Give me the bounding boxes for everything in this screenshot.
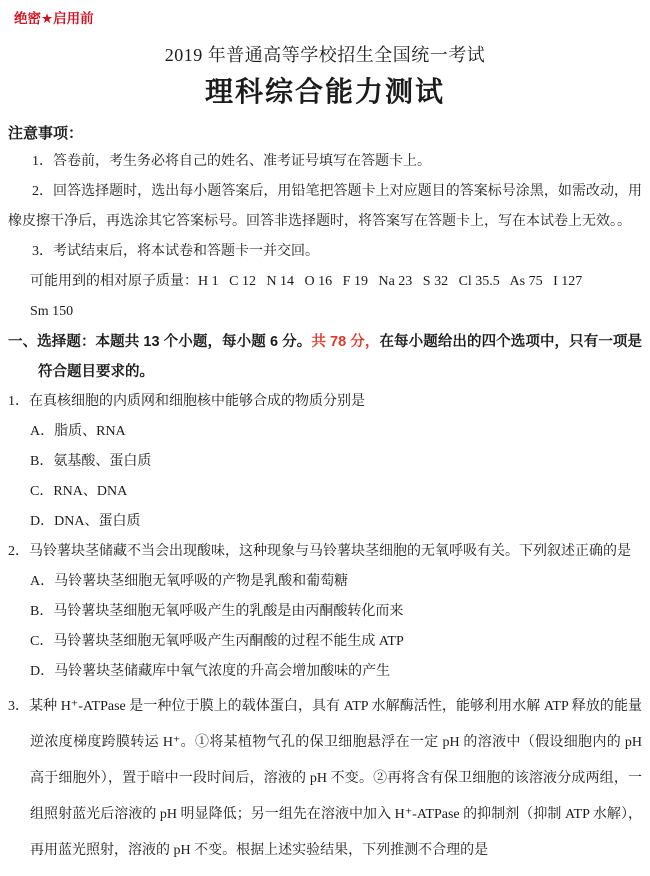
atomic-masses (30, 267, 642, 327)
question-1-stem (8, 387, 642, 417)
question-2-option-c: C．马铃薯块茎细胞无氧呼吸产生丙酮酸的过程不能生成 ATP (30, 634, 404, 649)
question-3-text: 某种 H⁺-ATPase 是一种位于膜上的载体蛋白，具有 ATP 水解酶活性，能够利用水解 ATP 释放的能量逆浓度梯度跨膜转运 H⁺。①将某植物气孔的保卫细胞悬浮在一定 pH 的溶液中（假设细胞内的 pH 高于细胞外），置于暗中一段时间后，溶液的 pH 不变。②再将含有保卫细胞的该溶液分成两组，一组照射蓝光后溶液的 pH 明显降低；另一组先在溶液中加入 H⁺-ATPase 的抑制剂（抑制 ATP 水解），再用蓝光照射，溶液的 pH 不变。根据上述实验结果，下列推测不合理的是 (29, 699, 643, 858)
question-2-option-b: B．马铃薯块茎细胞无氧呼吸产生的乳酸是由丙酮酸转化而来 (30, 604, 404, 619)
notice-item-3: 3．考试结束后，将本试卷和答题卡一并交回。 (32, 244, 319, 259)
question-1 (8, 387, 642, 537)
notice-item-2: 2．回答选择题时，选出每小题答案后，用铅笔把答题卡上对应题目的答案标号涂黑，如需改动，用橡皮擦干净后，再选涂其它答案标号。回答非选择题时，将答案写在答题卡上，写在本试卷上无效。。 (8, 184, 642, 229)
question-1-option-c: C．RNA、DNA (30, 484, 128, 499)
notice-heading: 注意事项： (8, 125, 84, 142)
section-header (8, 327, 642, 387)
classification-label: 绝密★启用前 (14, 11, 94, 26)
question-1-option-a: A．脂质、RNA (30, 424, 126, 439)
question-3 (8, 689, 642, 869)
section-intro: 一、选择题：本题共 13 个小题，每小题 6 分。 (8, 334, 312, 350)
question-2-stem (8, 537, 642, 567)
question-3-number: 3． (8, 699, 30, 714)
section-rule: 在每小题给出的四个选项中，只有一项是符合题目要求的。 (38, 334, 642, 380)
question-2-option-d: D．马铃薯块茎储藏库中氧气浓度的升高会增加酸味的产生 (30, 664, 391, 679)
question-2-number: 2． (8, 544, 29, 559)
notice-item-1: 1．答卷前，考生务必将自己的姓名、准考证号填写在答题卡上。 (32, 154, 431, 169)
question-1-text: 在真核细胞的内质网和细胞核中能够合成的物质分别是 (29, 394, 365, 409)
question-2-text: 马铃薯块茎储藏不当会出现酸味，这种现象与马铃薯块茎细胞的无氧呼吸有关。下列叙述正确的是 (29, 544, 631, 559)
question-2 (8, 537, 642, 687)
question-1-option-b: B．氨基酸、蛋白质 (30, 454, 152, 469)
exam-title: 2019 年普通高等学校招生全国统一考试 (164, 45, 486, 65)
question-1-option-d: D．DNA、蛋白质 (30, 514, 141, 529)
exam-subtitle: 理科综合能力测试 (204, 76, 445, 107)
section-score: 共 78 分， (311, 334, 380, 350)
atomic-masses-line1: 可能用到的相对原子质量：H 1 C 12 N 14 O 16 F 19 Na 23 S 32 Cl 35.5 As 75 I 127 (30, 274, 583, 289)
question-1-number: 1． (8, 394, 29, 409)
atomic-masses-line2: Sm 150 (30, 304, 74, 319)
question-3-stem (8, 689, 642, 869)
question-2-option-a: A．马铃薯块茎细胞无氧呼吸的产物是乳酸和葡萄糖 (30, 574, 349, 589)
